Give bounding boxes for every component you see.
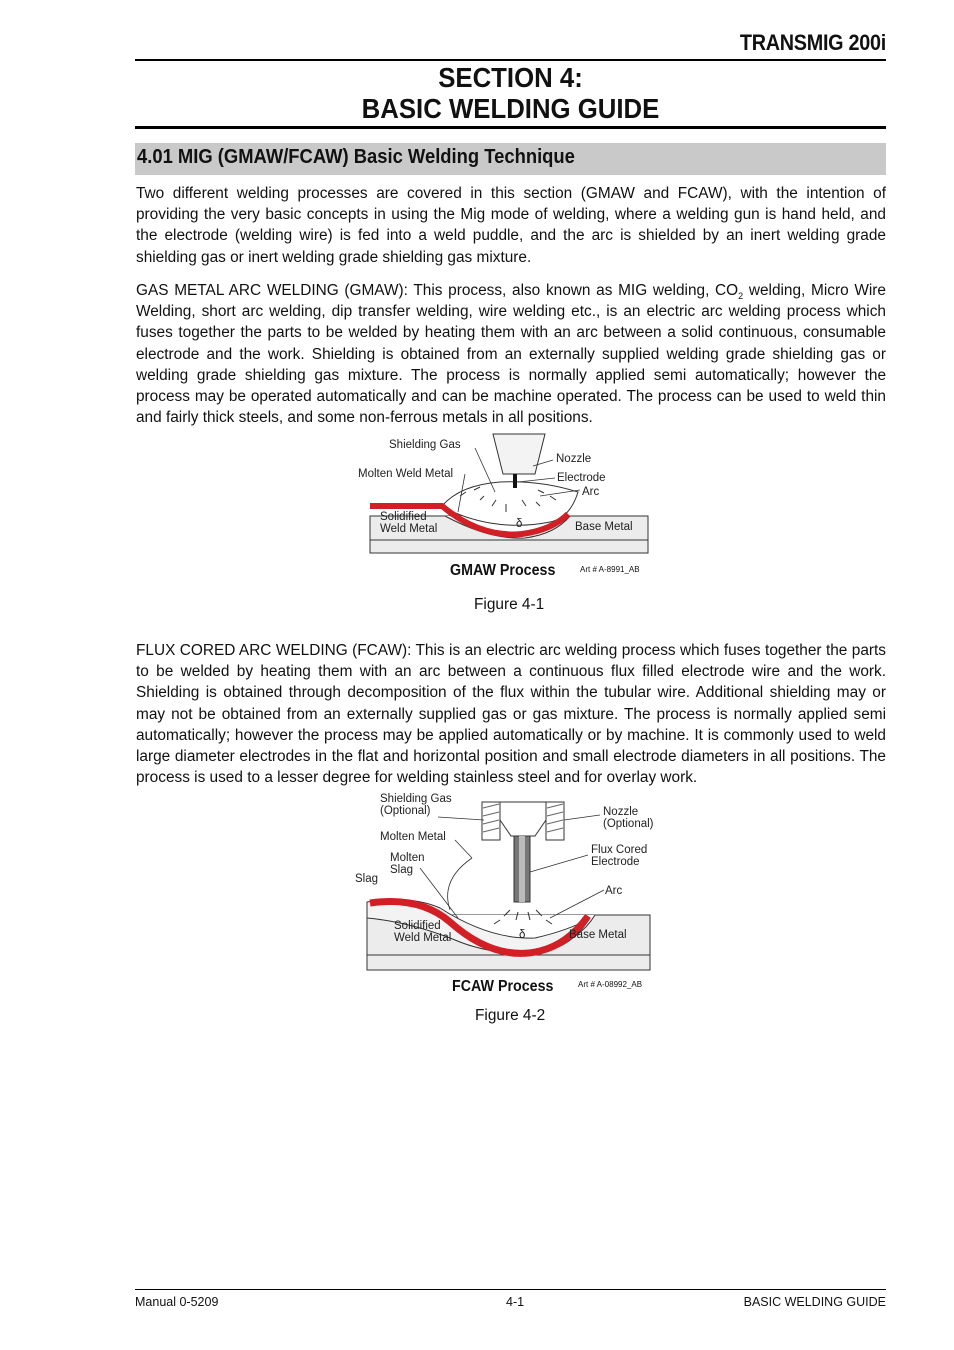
fcaw-label-weld-metal: Weld Metal bbox=[394, 932, 452, 944]
fcaw-label-nozzle: Nozzle bbox=[603, 806, 639, 818]
footer-page-number: 4-1 bbox=[506, 1295, 525, 1309]
gmaw-art-number: Art # A-8991_AB bbox=[580, 565, 640, 574]
gmaw-label-weld-metal: Weld Metal bbox=[380, 523, 438, 535]
fcaw-label-arc: Arc bbox=[605, 885, 623, 897]
gmaw-label-nozzle: Nozzle bbox=[556, 453, 592, 465]
gmaw-diagram bbox=[350, 430, 660, 560]
gmaw-text-b: welding, Micro Wire Welding, short arc welding, dip transfer welding, wire welding etc., is an electric arc welding process which fuses together the parts to be welded by heating them with an arc between a solid continuous, consumable electrode and the work. Shielding is obtained from an externally supplied welding grade shielding gas or welding grade shielding gas mixture. The process is normally applied semi automatically; however the process may be operated automatically and can be machine operated. The process can be used to weld thin and fairly thick steels, and some non-ferrous metals in all positions. bbox=[136, 282, 886, 427]
svg-text:δ: δ bbox=[516, 518, 523, 530]
fcaw-diagram bbox=[350, 790, 670, 975]
fcaw-label-molten-metal: Molten Metal bbox=[380, 831, 446, 843]
section-heading: 4.01 MIG (GMAW/FCAW) Basic Welding Technique bbox=[137, 146, 575, 168]
gmaw-nozzle bbox=[493, 434, 545, 474]
fcaw-paragraph: FLUX CORED ARC WELDING (FCAW): This is an electric arc welding process which fuses together the parts to be welded by heating them with an arc between a continuous flux filled electrode wire and the work. Shielding is obtained through decomposition of the flux within the tubular wire. Additional shielding may or may not be obtained from an externally supplied gas or gas mixture. The process is normally applied semi automatically; however the process may be applied automatically or by machine. It is commonly used to weld large diameter electrodes in the flat and horizontal position and small electrode diameters in all positions. The process is used to a lesser degree for welding stainless steel and for overlay work. bbox=[136, 642, 886, 787]
gmaw-label-molten-weld-metal: Molten Weld Metal bbox=[358, 468, 454, 480]
figure2-caption: Figure 4-2 bbox=[475, 1007, 546, 1024]
fcaw-label-shielding-gas: Shielding Gas bbox=[380, 793, 452, 805]
fcaw-label-slag-left: Slag bbox=[355, 873, 379, 885]
gmaw-label-solidified: Solidified bbox=[380, 511, 427, 523]
fcaw-label-molten: Molten bbox=[390, 852, 425, 864]
title-rule bbox=[135, 126, 886, 129]
fcaw-label-electrode: Electrode bbox=[591, 856, 640, 868]
fcaw-label-base-metal: Base Metal bbox=[569, 929, 627, 941]
fcaw-label-slag: Slag bbox=[390, 864, 414, 876]
figure1-caption: Figure 4-1 bbox=[474, 596, 545, 613]
fcaw-art-number: Art # A-08992_AB bbox=[578, 980, 643, 989]
header-rule bbox=[135, 59, 886, 61]
fcaw-label-solidified: Solidified bbox=[394, 920, 441, 932]
page-title bbox=[165, 62, 856, 124]
footer-rule bbox=[135, 1289, 886, 1290]
footer-manual: Manual 0-5209 bbox=[135, 1295, 219, 1309]
fcaw-label-optional-gas: (Optional) bbox=[380, 805, 431, 817]
svg-text:δ: δ bbox=[519, 929, 526, 941]
fcaw-process-label: FCAW Process bbox=[452, 978, 554, 995]
gmaw-label-electrode: Electrode bbox=[557, 472, 606, 484]
co2-subscript: 2 bbox=[738, 291, 744, 302]
section-heading-bar bbox=[135, 143, 886, 175]
gmaw-label-base-metal: Base Metal bbox=[575, 521, 633, 533]
brand-title: TRANSMIG 200i bbox=[739, 30, 886, 55]
gmaw-text-a: GAS METAL ARC WELDING (GMAW): This process, also known as MIG welding, CO bbox=[136, 282, 739, 299]
gmaw-label-shielding-gas: Shielding Gas bbox=[389, 439, 461, 451]
footer-section: BASIC WELDING GUIDE bbox=[743, 1295, 886, 1309]
fcaw-label-optional-nozzle: (Optional) bbox=[603, 818, 654, 830]
page-title-line2: BASIC WELDING GUIDE bbox=[361, 93, 660, 124]
fcaw-label-flux-cored: Flux Cored bbox=[591, 844, 648, 856]
gmaw-label-arc: Arc bbox=[582, 486, 600, 498]
page-title-line1: SECTION 4: bbox=[438, 62, 583, 93]
intro-paragraph: Two different welding processes are covered in this section (GMAW and FCAW), with the intention of providing the very basic concepts in using the Mig mode of welding, where a welding gun is hand held, and the electrode (welding wire) is fed into a weld puddle, and the arc is shielded by an inert welding grade shielding gas or inert welding grade shielding gas mixture. bbox=[136, 185, 886, 266]
gmaw-paragraph bbox=[136, 280, 886, 428]
gmaw-process-label: GMAW Process bbox=[450, 562, 556, 579]
